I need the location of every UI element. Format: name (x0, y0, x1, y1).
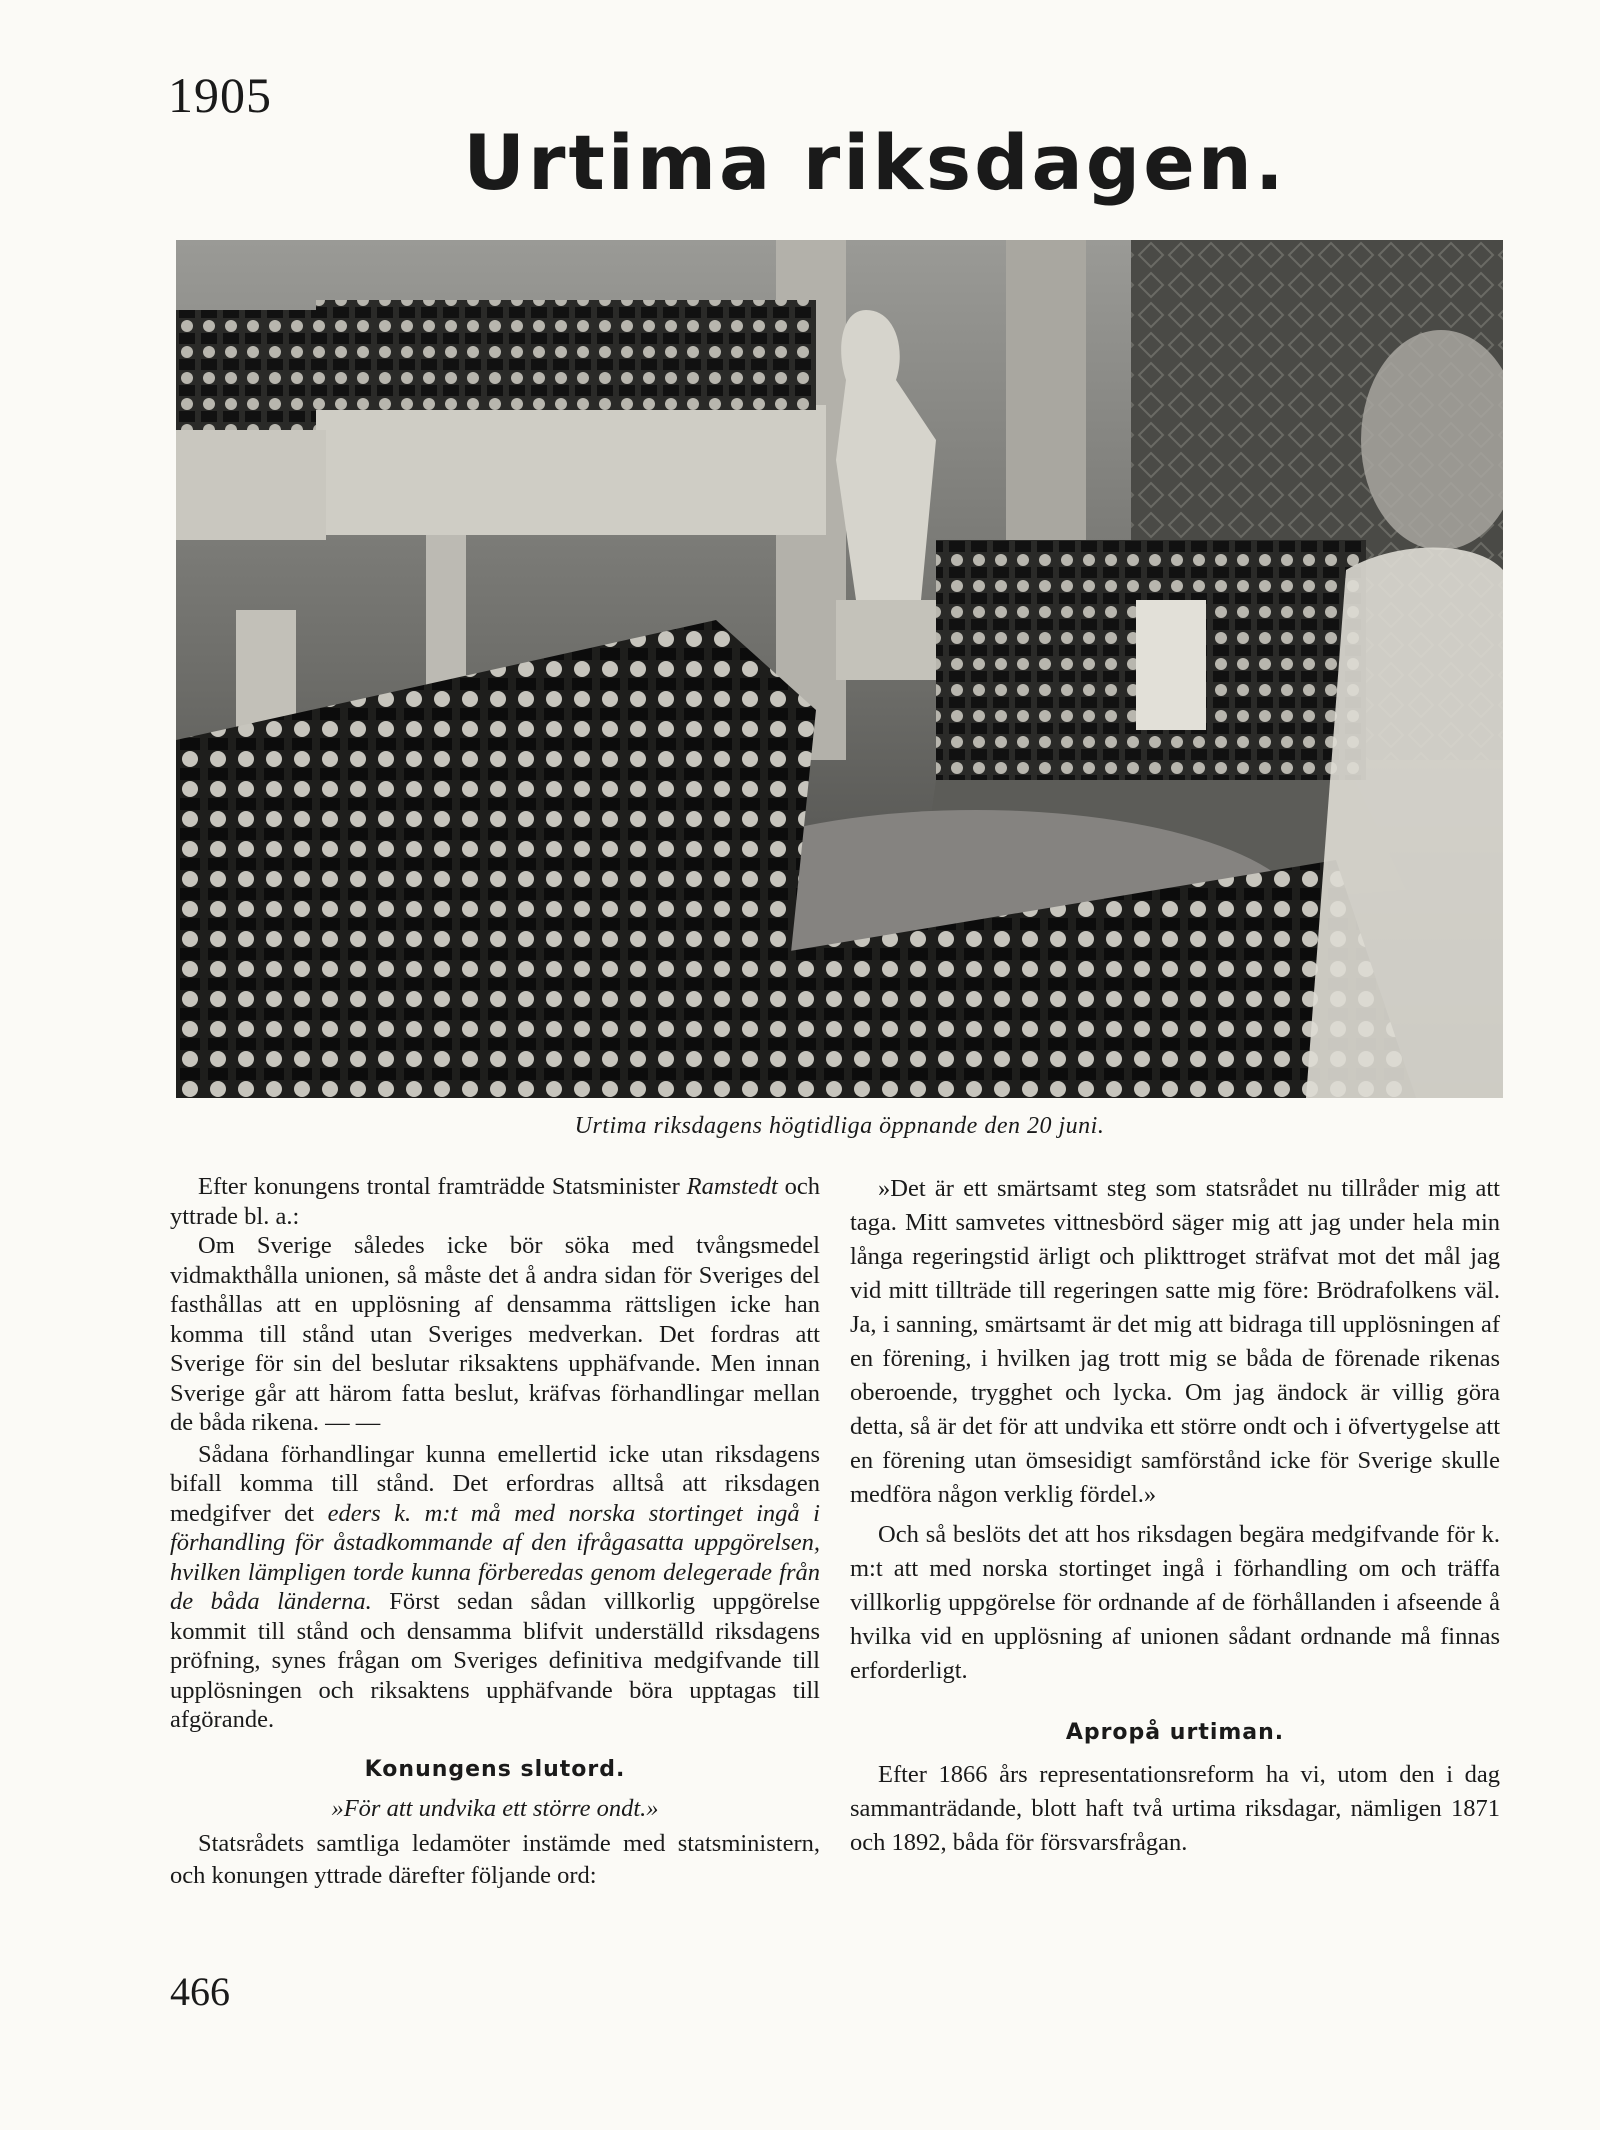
ceremony-photograph (176, 240, 1503, 1098)
paragraph (170, 1172, 820, 1231)
photo-caption: Urtima riksdagens högtidliga öppnande den 20 juni. (574, 1113, 1105, 1139)
left-column (170, 1172, 820, 1892)
paragraph: Och så beslöts det att hos riksdagen begära medgifvande för k. m:t att med norska stortinget ingå i förhandling om och träffa villkorlig uppgörelse för ordnande af de förhållanden i afseende å hvilka vid en upplösning af unionen sådant ordnande må finnas erforderligt. (850, 1521, 1500, 1684)
paragraph: Efter 1866 års representationsreform ha vi, utom den i dag sammanträdande, blott haft två urtima riksdagar, nämligen 1871 och 1892, båda för försvarsfrågan. (850, 1760, 1500, 1856)
paragraph (170, 1440, 820, 1735)
name-italic: Ramstedt (686, 1173, 778, 1200)
page-title: Urtima riksdagen. (463, 118, 1287, 207)
section-heading: Konungens slutord. (364, 1756, 626, 1782)
text-run: Efter konungens trontal framträdde Statsminister (198, 1173, 680, 1200)
text-run: Sådana förhandlingar kunna emellertid icke utan riksdagens bifall komma till stånd. Det erfordras alltså att riksdagen medgifver det (170, 1440, 820, 1527)
paragraph: Statsrådets samtliga ledamöter instämde med statsministern, och konungen yttrade därefter följande ord: (170, 1829, 820, 1889)
paragraph: Om Sverige således icke bör söka med tvångsmedel vidmakthålla unionen, så måste det å andra sidan för Sveriges del fasthållas att en upplösning af densamma rättsligen icke han komma till stånd utan Sveriges medverkan. Det fordras att Sverige för sin del beslutar riksaktens upphäfvande. Men innan Sverige går att härom fatta beslut, kräfvas förhandlingar mellan de båda rikena. — — (170, 1232, 820, 1436)
year-heading: 1905 (168, 67, 272, 123)
paragraph: »Det är ett smärtsamt steg som statsrådet nu tillråder mig att taga. Mitt samvetes vittnesbörd säger mig att jag under hela min långa regeringstid ärligt och plikttroget sträfvat mot det mål jag vid mitt tillträde till regeringen satte mig före: Brödrafolkens väl. Ja, i sanning, smärtsamt är det mig att bidraga till upplösningen af en förening, i hvilken jag trott mig se båda de förenade rikenas oberoende, trygghet och lycka. Om jag ändock är villig göra detta, så är det för att undvika ett större ondt och i öfvertygelse att en förening utan ömsesidigt samförstånd icke för Sverige skulle medföra någon verklig fördel.» (850, 1175, 1500, 1508)
section-heading: Apropå urtiman. (1065, 1720, 1285, 1745)
italic-run: eders k. m:t må med norska stortinget ingå i förhandling för åstadkommande af den ifrågasatta uppgörelsen, hvilken lämpligen torde kunna förberedas genom delegerade från de båda länderna. (170, 1499, 820, 1615)
text-run: Först sedan sådan villkorlig uppgörelse kommit till stånd och densamma blifvit underställd riksdagens pröfning, synes frågan om Sveriges definitiva medgifvande till upplösningen och riksaktens upphäfvande böra upptagas till afgörande. (170, 1588, 820, 1733)
page-number: 466 (170, 1969, 230, 2014)
right-column (850, 1172, 1500, 1860)
text-run: och yttrade bl. a.: (170, 1173, 821, 1230)
section-subheading: »För att undvika ett större ondt.» (331, 1795, 659, 1822)
